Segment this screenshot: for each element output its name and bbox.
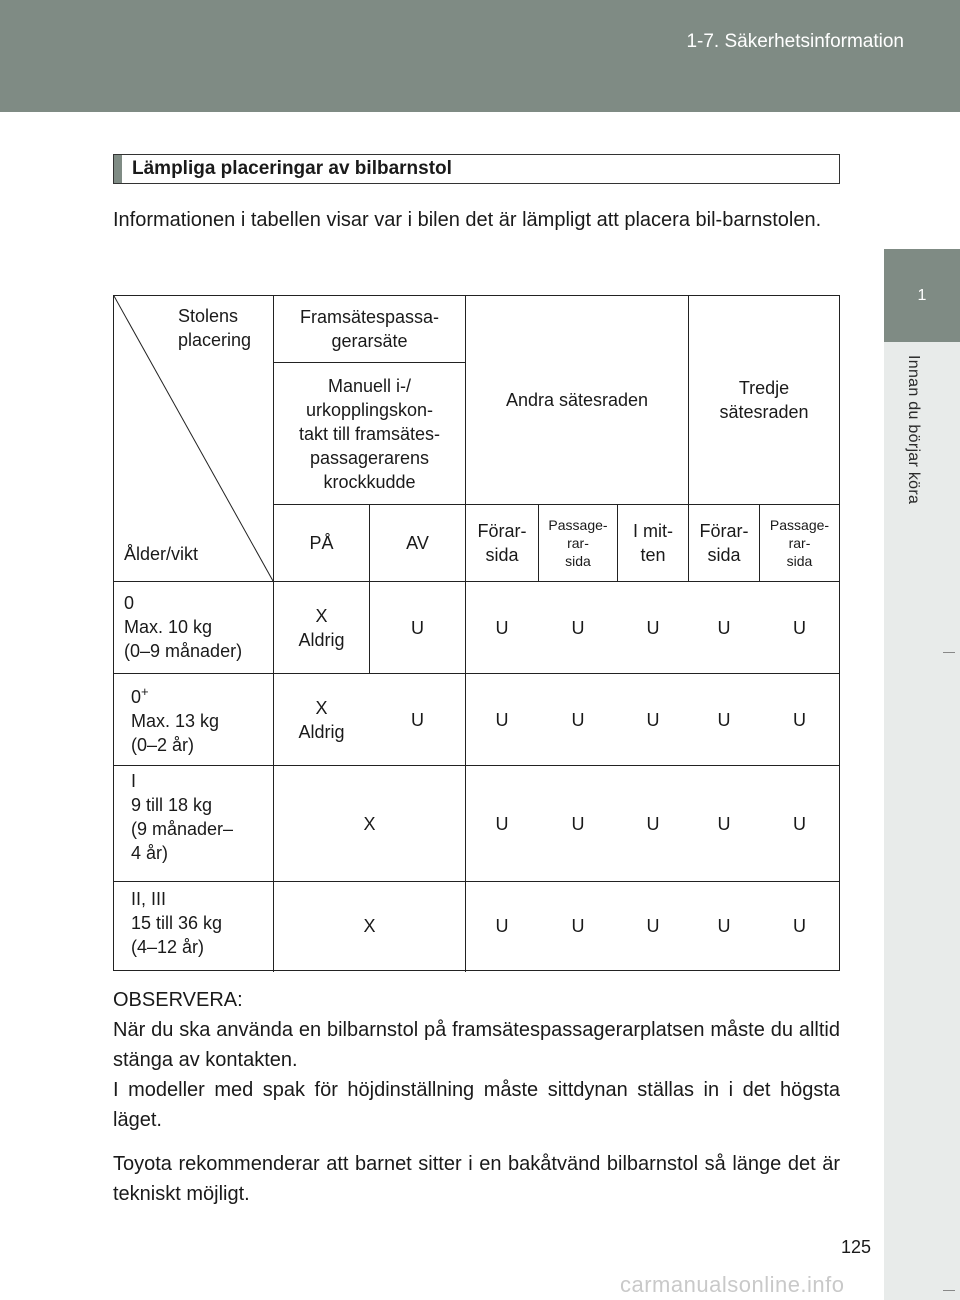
- table-cell: U: [571, 709, 585, 730]
- crop-mark: [943, 1290, 955, 1291]
- table-cell-front: X Aldrig: [298, 697, 345, 742]
- header-front-seat: Framsätespassa- gerarsäte: [299, 307, 440, 351]
- table-cell: U: [495, 617, 509, 638]
- notes-line: När du ska använda en bilbarnstol på framsätespassagerarplatsen måste du alltid stänga av kontakten.: [113, 1019, 840, 1071]
- table-row-group: I 9 till 18 kg (9 månader– 4 år): [131, 771, 234, 863]
- table-row-group: II, III 15 till 36 kg (4–12 år): [131, 889, 223, 957]
- table-cell: U: [793, 709, 806, 730]
- subheader-off: AV: [406, 533, 429, 553]
- table-cell: U: [646, 916, 660, 936]
- notes-line: I modeller med spak för höjdinställning måste sittdynan ställas in i det högsta läget.: [113, 1079, 840, 1131]
- table-cell: U: [411, 709, 424, 730]
- header-front-airbag-switch: Manuell i-/ urkopplingskon- takt till framsätes- passagerarens krockkudde: [298, 375, 441, 492]
- table-cell: U: [793, 916, 806, 936]
- chapter-tab: [884, 249, 960, 342]
- chapter-header-text: 1-7. Säkerhetsinformation: [686, 31, 904, 52]
- table-cell: U: [571, 916, 585, 936]
- table-cell-front-merged: X: [363, 813, 376, 834]
- section-title-marker: [114, 155, 122, 183]
- table-cell: U: [495, 916, 509, 936]
- page-number: 125: [841, 1237, 872, 1257]
- chapter-side-strip: [884, 342, 960, 1300]
- subheader-third-passenger: Passage- rar- sida: [769, 517, 830, 569]
- watermark: carmanualsonline.info: [620, 1272, 845, 1297]
- table-cell: U: [571, 617, 585, 638]
- corner-header-age: Ålder/vikt: [124, 544, 199, 564]
- table-cell: U: [717, 813, 731, 834]
- table-cell: U: [646, 617, 660, 638]
- chapter-side-label: Innan du börjar köra: [905, 355, 922, 505]
- subheader-on: PÅ: [309, 533, 334, 553]
- table-cell: U: [646, 813, 660, 834]
- notes-heading: OBSERVERA:: [113, 989, 243, 1011]
- table-cell: U: [646, 709, 660, 730]
- table-cell: U: [717, 709, 731, 730]
- intro-paragraph: Informationen i tabellen visar var i bilen det är lämpligt att placera bil-barnstolen.: [113, 209, 822, 231]
- table-cell: U: [495, 709, 509, 730]
- section-title-box: [113, 154, 840, 184]
- table-cell: U: [793, 617, 806, 638]
- table-cell: U: [571, 813, 585, 834]
- table-cell: U: [717, 617, 731, 638]
- crop-mark: [943, 652, 955, 653]
- header-second-row: Andra sätesraden: [505, 390, 649, 410]
- table-row-group: 0+ Max. 13 kg (0–2 år): [131, 684, 220, 755]
- section-title: Lämpliga placeringar av bilbarnstol: [132, 158, 452, 179]
- subheader-second-passenger: Passage- rar- sida: [548, 517, 608, 569]
- chapter-tab-number: 1: [917, 286, 927, 304]
- header-third-row: Tredje sätesraden: [719, 378, 809, 422]
- child-seat-table: [113, 295, 840, 971]
- chapter-header-bar: [0, 0, 960, 112]
- notes-section: [113, 985, 840, 1209]
- table-cell-front: X Aldrig: [298, 605, 345, 650]
- table-cell: U: [495, 813, 509, 834]
- table-cell: U: [411, 617, 424, 638]
- table-row-group: 0 Max. 10 kg (0–9 månader): [124, 593, 243, 661]
- notes-recommendation: Toyota rekommenderar att barnet sitter i en bakåtvänd bilbarnstol så länge det är tekniskt möjligt.: [113, 1153, 840, 1205]
- subheader-second-middle: I mit- ten: [633, 521, 673, 565]
- table-cell-front-merged: X: [363, 916, 376, 936]
- subheader-third-driver: Förar- sida: [699, 521, 749, 565]
- subheader-second-driver: Förar- sida: [477, 521, 527, 565]
- table-cell: U: [717, 916, 731, 936]
- table-cell: U: [793, 813, 806, 834]
- corner-header-placement: Stolens placering: [178, 306, 252, 350]
